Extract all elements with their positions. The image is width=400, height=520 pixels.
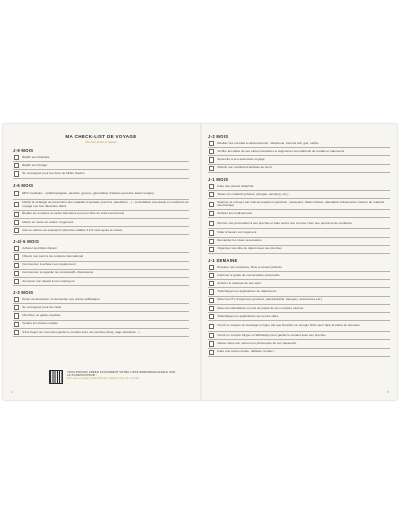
checklist-item <box>208 349 390 357</box>
footer-message: VOUS POUVEZ CRÉER FACILEMENT VOTRE LISTE PERSONNALISABLE SUR LE PLANIFICATEUR : <box>67 371 176 378</box>
checkbox[interactable] <box>14 279 19 284</box>
section-heading: J-6 MOIS <box>13 182 34 188</box>
section-heading: J-4/-5 MOIS <box>13 239 40 245</box>
checklist-item <box>13 245 189 253</box>
section-heading: J-1 SEMAINE <box>208 257 238 263</box>
checklist-item-label: Établir son itinéraire <box>22 154 50 159</box>
checklist-item <box>208 313 390 321</box>
checklist-item <box>208 332 390 340</box>
planner-footer <box>49 370 179 386</box>
checklist-item-label: Se renseigner pour les visas <box>22 305 62 310</box>
checklist-item-label: Organiser une fête de départ avec ses proches <box>217 246 282 251</box>
checklist-item-label: Commencer à regarder les comparatifs d'assurance <box>22 270 94 275</box>
checkbox[interactable] <box>14 171 19 176</box>
checkbox[interactable] <box>209 314 214 319</box>
checkbox[interactable] <box>209 230 214 235</box>
checklist-item-label: Chercher un garde-meubles <box>22 313 61 318</box>
checklist-item-label: Mettre en vente sa voiture / logement <box>22 219 74 224</box>
checklist-item-label: Tester son matériel (photos, plongée, camping, etc.) <box>217 191 289 196</box>
checklist-item-label: Résilier ses contrats et abonnements : téléphone, internet wifi, gaz, netflix… <box>217 140 322 145</box>
page-fold <box>200 124 202 400</box>
checkbox[interactable] <box>209 341 214 346</box>
book-spread <box>3 124 397 400</box>
checklist-item-label: Ouvrir un compte Skype ou WhatsApp pour garder le contact avec ses proches <box>217 332 326 337</box>
checklist-item-label: Souscrire à son assurance voyage <box>217 157 265 162</box>
checkbox[interactable] <box>14 330 19 335</box>
left-sections <box>13 148 189 337</box>
checklist-item-label: Vider à besoin son logement <box>217 230 257 235</box>
checklist-item-label: Obtenir son permis de conduire international <box>22 254 84 259</box>
checklist-item <box>208 148 390 156</box>
checkbox[interactable] <box>209 247 214 252</box>
checkbox[interactable] <box>14 246 19 251</box>
checklist-item <box>13 200 189 211</box>
checklist-title: MA CHECK-LIST DE VOYAGE <box>65 134 137 139</box>
checklist-item <box>13 227 189 235</box>
right-sections <box>208 134 390 357</box>
checklist-item <box>208 238 390 246</box>
checklist-item <box>13 219 189 227</box>
checkbox[interactable] <box>209 149 214 154</box>
checklist-item <box>208 191 390 199</box>
checklist-item <box>208 280 390 288</box>
checkbox[interactable] <box>14 271 19 276</box>
checklist-item-label: Obtenir son certificat d'aptitude au sport <box>217 165 272 170</box>
checklist-item <box>208 288 390 296</box>
page-number-left: 4 <box>11 390 13 394</box>
checklist-item <box>13 329 189 337</box>
checklist-item <box>13 211 189 219</box>
checkbox[interactable] <box>209 239 214 244</box>
checkbox[interactable] <box>209 281 214 286</box>
section-heading: J-3 MOIS <box>13 290 34 296</box>
checklist-item-label: Noter les identifiants et mots de passe de ses comptes internet <box>217 305 304 310</box>
checkbox[interactable] <box>14 163 19 168</box>
checkbox[interactable] <box>209 141 214 146</box>
checklist-item <box>13 262 189 270</box>
section-heading: J-1 MOIS <box>208 176 229 182</box>
checklist-item <box>208 165 390 173</box>
checklist-item-label: Imprimer le guide de conversation universelle <box>217 272 280 277</box>
left-page <box>13 134 189 394</box>
checkbox[interactable] <box>14 254 19 259</box>
checkbox[interactable] <box>209 324 214 329</box>
checklist-item <box>208 199 390 210</box>
checklist-item <box>208 140 390 148</box>
checklist-item <box>208 218 390 229</box>
checkbox[interactable] <box>209 202 214 207</box>
checklist-item-label: Voir ou refaire son passeport (doit être valable 3 à 6 mois après le retour) <box>22 227 123 232</box>
checkbox[interactable] <box>14 297 19 302</box>
checklist-item <box>208 340 390 348</box>
checkbox[interactable] <box>14 305 19 310</box>
checklist-item <box>13 278 189 286</box>
checkbox[interactable] <box>209 211 214 216</box>
checkbox[interactable] <box>209 273 214 278</box>
checkbox[interactable] <box>209 265 214 270</box>
checklist-item <box>13 253 189 261</box>
checklist-item <box>208 321 390 332</box>
checklist-item-label: RDV médicaux : ophtalmologiste, dentiste, gynéco, généraliste (l'attente peut être assez longue) <box>22 190 154 195</box>
checklist-item <box>208 229 390 237</box>
checklist-item-label: Glisser dans son carnet une photocopie de son passeport <box>217 341 297 346</box>
checklist-item-label: Acheter les billets d'avion <box>22 245 57 250</box>
checkbox[interactable] <box>14 220 19 225</box>
checkbox[interactable] <box>209 333 214 338</box>
checklist-item-label: Acheter le cadenas de ses sacs <box>217 281 261 286</box>
checklist-item <box>13 270 189 278</box>
checklist-item <box>208 272 390 280</box>
checkbox[interactable] <box>209 306 214 311</box>
checklist-item-label: Donner une procuration à ses proches et faire suivre son courrier chez une personne de confiance <box>217 220 353 225</box>
checklist-item-label: Étudier les comptes et cartes bancaires (en pour faire de vrais économies) <box>22 211 125 216</box>
checkbox[interactable] <box>209 289 214 294</box>
checklist-item <box>208 183 390 191</box>
checklist-item <box>208 305 390 313</box>
section-heading: J-9 MOIS <box>13 148 34 153</box>
checklist-item-label: Faire des photos d'identité <box>217 183 254 188</box>
page-number-right: 5 <box>387 390 389 394</box>
footer-link[interactable]: hier-mai-voyage.fr/planificateur-depart-tour-du-monde <box>67 377 140 381</box>
checklist-item-label: Vendre les choses inutiles <box>22 321 58 326</box>
checklist-item-label: Télécharger les applications de traducteurs <box>217 289 277 294</box>
checkbox[interactable] <box>209 184 214 189</box>
checklist-item <box>13 170 189 178</box>
checkbox[interactable] <box>14 191 19 196</box>
checklist-item <box>13 154 189 162</box>
checklist-item <box>13 162 189 170</box>
checklist-item-label: Noter les N°s d'urgences (proches, administratifs, banques, assurances etc.) <box>217 297 323 302</box>
checklist-subtitle: Ma liste avant le départ <box>85 140 117 144</box>
checklist-item <box>208 156 390 164</box>
checklist-item-label: Se renseigner pour les dons de billets d'avion <box>22 171 85 176</box>
checklist-item <box>13 304 189 312</box>
section-heading: J-2 MOIS <box>208 134 229 139</box>
footer-text <box>67 371 177 381</box>
checklist-item <box>208 210 390 218</box>
checkbox[interactable] <box>14 322 19 327</box>
checkbox[interactable] <box>209 298 214 303</box>
checklist-item <box>13 321 189 329</box>
checklist-item-label: Préparer ses musiques, films et ebook préférés <box>217 264 283 269</box>
checklist-item-label: Annoncer son départ à son employeur <box>22 278 75 283</box>
checklist-item-label: Demander les visas nécessaires <box>217 238 262 243</box>
checklist-item-label: Acheter les médicaments <box>217 210 252 215</box>
checklist-item-label: Vérifier les dates de ses cartes bancaires et augmenter ses plafonds de retraits et paiements <box>217 148 345 153</box>
checklist-item-label: S'interroger sur comment garder le contact avec ses proches (blog, page facebook…) <box>22 329 140 334</box>
checklist-item-label: Poser sa démission ou demander son année sabbatique <box>22 296 100 301</box>
checkbox[interactable] <box>209 166 214 171</box>
checklist-item-label: Ouvrir un espace de stockage en ligne (tel que Dropbox ou Google Drive pour faire la partie de données <box>217 323 360 328</box>
checklist-item <box>208 246 390 254</box>
checkbox[interactable] <box>209 350 214 355</box>
checkbox[interactable] <box>14 263 19 268</box>
checkbox[interactable] <box>14 202 19 207</box>
checklist-item-label: Définir la stratégie de prévention des maladies tropicales (vaccins, paludisme…) : consultation éventuelle en médecine du voyage une fois l'itinéraire défini <box>22 199 189 208</box>
qr-code-icon[interactable] <box>49 370 63 384</box>
checklist-item <box>208 264 390 272</box>
checklist-item-label: Télécharger les applications qui seront utiles <box>217 313 279 318</box>
checklist-item <box>13 189 189 200</box>
checkbox[interactable] <box>209 157 214 162</box>
checklist-item <box>13 296 189 304</box>
checklist-item <box>13 312 189 320</box>
checklist-item-label: Faire une sortie recette, ratifiette, fondue ! <box>217 349 275 354</box>
checklist-item-label: Établir son budget <box>22 162 48 167</box>
checkbox[interactable] <box>14 212 19 217</box>
checkbox[interactable] <box>14 228 19 233</box>
checkbox[interactable] <box>14 155 19 160</box>
checklist-item-label: Commencer à acheter son équipement <box>22 262 76 267</box>
checklist-item <box>208 297 390 305</box>
right-page <box>208 130 390 394</box>
checkbox[interactable] <box>209 221 214 226</box>
checkbox[interactable] <box>209 192 214 197</box>
checklist-item-label: Scanner et envoyer par mail les papiers importants : passeport, billets d'avion, attestation d'assurance, facture du matériel électronique <box>217 199 385 208</box>
checkbox[interactable] <box>14 313 19 318</box>
